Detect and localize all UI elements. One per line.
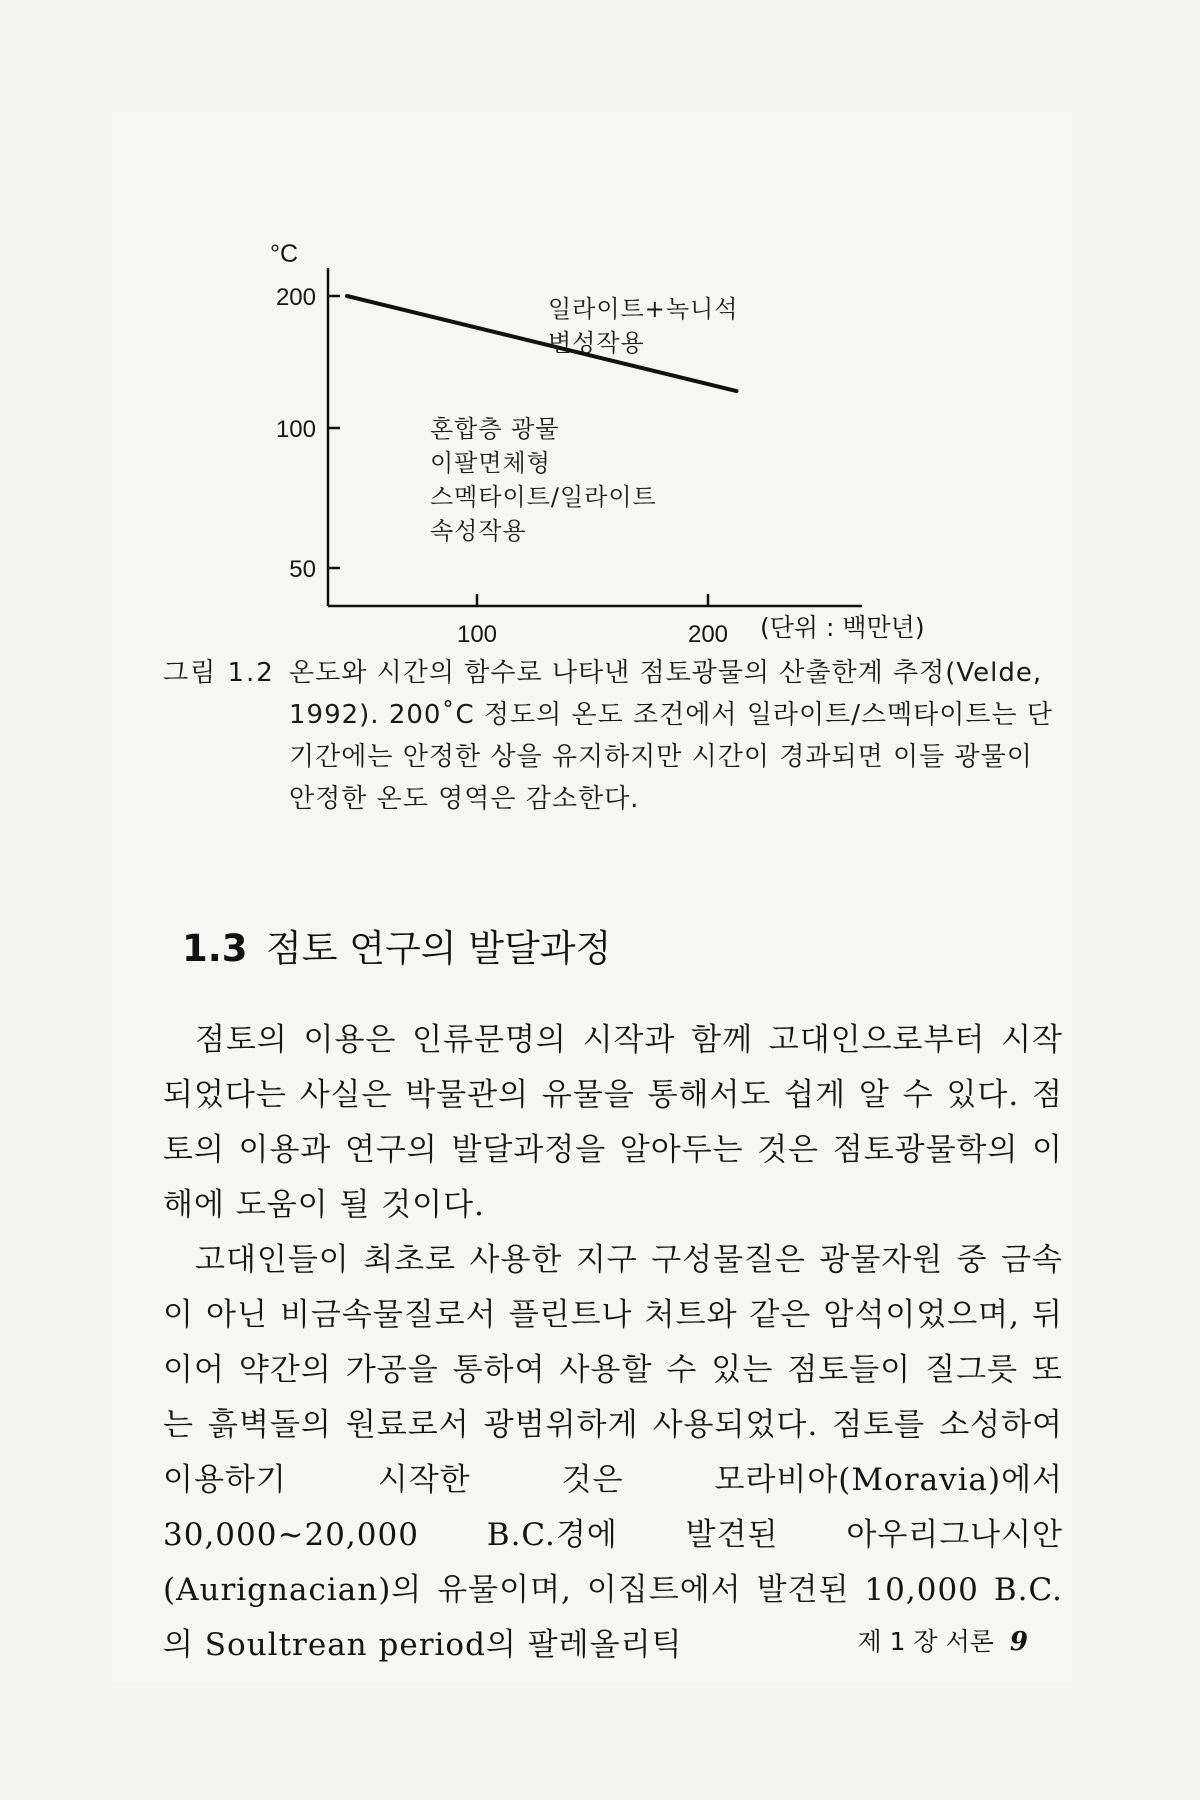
y-axis-label: °C <box>270 240 299 268</box>
annotation-line: 변성작용 <box>548 329 645 357</box>
page-number: 9 <box>1009 1627 1028 1657</box>
x-axis-label: (단위 : 백만년) <box>760 613 925 642</box>
chart-annotation-upper <box>548 292 738 360</box>
annotation-line: 일라이트+녹니석 <box>548 295 739 323</box>
annotation-line: 혼합층 광물 <box>430 415 560 443</box>
chart-annotation-lower <box>430 412 657 548</box>
figure-caption-text: 온도와 시간의 함수로 나타낸 점토광물의 산출한계 추정(Velde, 1992). 200˚C 정도의 온도 조건에서 일라이트/스멕타이트는 단기간에는 안정한 상을 유지하지만 시간이 경과되면 이들 광물이 안정한 온도 영역은 감소한다. <box>289 658 1054 814</box>
section-title: 점토 연구의 발달과정 <box>266 927 612 970</box>
x-tick-label: 100 <box>456 621 498 648</box>
annotation-line: 이팔면체형 <box>430 449 551 477</box>
paragraph: 고대인들이 최초로 사용한 지구 구성물질은 광물자원 중 금속이 아닌 비금속물질로서 플린트나 처트와 같은 암석이었으며, 뒤이어 약간의 가공을 통하여 사용할 수 있는 점토들이 질그릇 또는 흙벽돌의 원료로서 광범위하게 사용되었다. 점토를 소성하여 이용하기 시작한 것은 모라비아(Moravia)에서 30,000~20,000 B.C.경에 발견된 아우리그나시안(Aurignacian)의 유물이며, 이집트에서 발견된 10,000 B.C.의 Soultrean period의 팔레올리틱 <box>163 1242 1063 1663</box>
y-tick-label: 100 <box>275 416 316 443</box>
paragraph: 점토의 이용은 인류문명의 시작과 함께 고대인으로부터 시작되었다는 사실은 박물관의 유물을 통해서도 쉽게 알 수 있다. 점토의 이용과 연구의 발달과정을 알아두는 것은 점토광물학의 이해에 도움이 될 것이다. <box>163 1022 1063 1223</box>
y-tick-label: 50 <box>289 556 316 583</box>
figure-caption <box>163 652 1063 820</box>
annotation-line: 스멕타이트/일라이트 <box>430 483 657 511</box>
y-tick-label: 200 <box>275 284 316 311</box>
section-heading <box>182 918 611 972</box>
section-number: 1.3 <box>182 927 248 970</box>
body-text <box>163 1013 1063 1673</box>
chapter-label: 제 1 장 서론 <box>857 1627 994 1656</box>
x-tick-label: 200 <box>687 621 729 648</box>
page-footer <box>858 1622 1028 1658</box>
annotation-line: 속성작용 <box>430 517 527 545</box>
figure-label: 그림 1.2 <box>163 658 275 688</box>
